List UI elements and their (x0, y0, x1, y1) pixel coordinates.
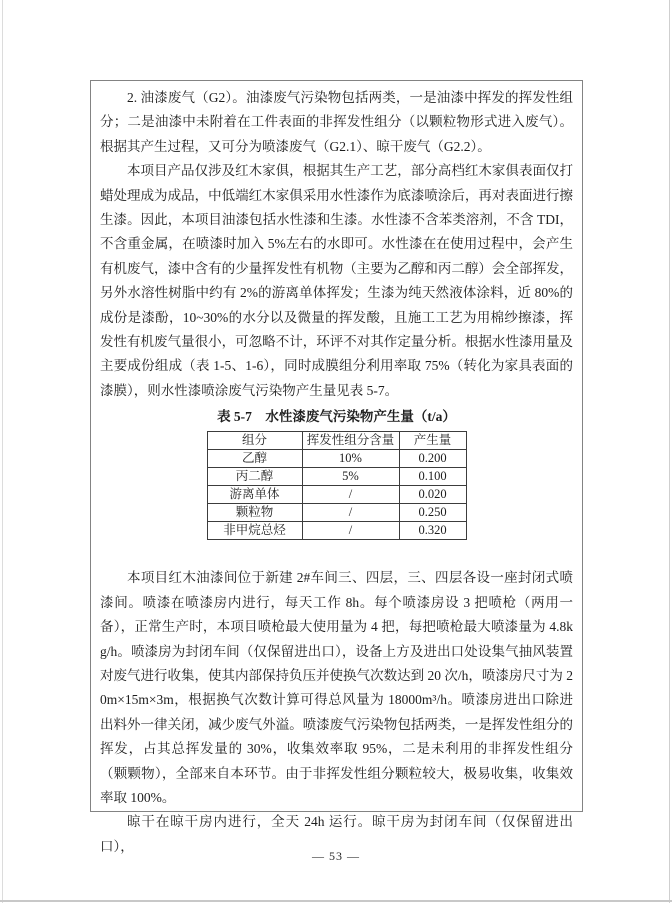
table-header-row (207, 432, 466, 450)
paragraph-paint-waste-gas-intro: 2. 油漆废气（G2）。油漆废气污染物包括两类，一是油漆中挥发的挥发性组分；二是油漆中未附着在工件表面的非挥发性组分（以颗粒物形式进入废气）。根据其产生过程，又可分为喷漆废气（G2.1）、晾干废气（G2.2）。 (100, 90, 573, 154)
text-frame (90, 80, 583, 854)
table-header-production-amount: 产生量 (399, 432, 466, 450)
table-header-volatile-content: 挥发性组分含量 (302, 432, 399, 450)
table-row (207, 522, 466, 540)
page-right-edge (669, 0, 670, 903)
page-number: — 53 — (312, 849, 360, 863)
cell-volatile-content: 10% (302, 450, 399, 468)
cell-component: 颗粒物 (207, 504, 302, 522)
page-left-edge (2, 0, 3, 903)
cell-production-amount: 0.250 (399, 504, 466, 522)
paragraph-drying-room: 晾干在晾干房内进行，全天 24h 运行。晾干房为封闭车间（仅保留进出口）， (100, 814, 573, 854)
cell-volatile-content: / (302, 504, 399, 522)
cell-component: 非甲烷总烃 (207, 522, 302, 540)
page-bottom-edge (0, 900, 672, 902)
pollutant-production-table (207, 431, 467, 540)
cell-volatile-content: 5% (302, 468, 399, 486)
cell-production-amount: 0.320 (399, 522, 466, 540)
cell-production-amount: 0.020 (399, 486, 466, 504)
table-row (207, 450, 466, 468)
table-row (207, 504, 466, 522)
paragraph-spray-booth-description: 本项目红木油漆间位于新建 2#车间三、四层，三、四层各设一座封闭式喷漆间。喷漆在喷漆房内进行，每天工作 8h。每个喷漆房设 3 把喷枪（两用一备），正常生产时，本项目喷枪最大使用量为 4 把，每把喷枪最大喷漆量为 4.8kg/h。喷漆房为封闭车间（仅保留进出口），设备上方及进出口处设集气抽风装置对废气进行收集，使其内部保持负压并使换气次数达到 20 次/h，喷漆房尺寸为 20m×15m×3m，根据换气次数计算可得总风量为 18000m³/h。喷漆房进出口除进出料外一律关闭，减少废气外溢。喷漆废气污染物包括两类，一是挥发性组分的挥发，占其总挥发量的 30%，收集效率取 95%，二是未利用的非挥发性组分（颗颗物），全部来自本环节。由于非挥发性组分颗粒较大，极易收集，收集效率取 100%。 (100, 570, 573, 805)
cell-production-amount: 0.100 (399, 468, 466, 486)
table-row (207, 468, 466, 486)
table-header-component: 组分 (207, 432, 302, 450)
cell-component: 乙醇 (207, 450, 302, 468)
cell-volatile-content: / (302, 522, 399, 540)
cell-component: 游离单体 (207, 486, 302, 504)
cell-production-amount: 0.200 (399, 450, 466, 468)
paragraph-waterborne-paint-analysis: 本项目产品仅涉及红木家俱，根据其生产工艺，部分高档红木家俱表面仅打蜡处理成为成品，中低端红木家俱采用水性漆作为底漆喷涂后，再对表面进行擦生漆。因此，本项目油漆包括水性漆和生漆。水性漆不含苯类溶剂，不含 TDI，不含重金属，在喷漆时加入 5%左右的水即可。水性漆在在使用过程中，会产生有机废气，漆中含有的少量挥发性有机物（主要为乙醇和丙二醇）会全部挥发，另外水溶性树脂中约有 2%的游离单体挥发；生漆为纯天然液体涂料，近 80%的成份是漆酚，10~30%的水分以及微量的挥发酸，且施工工艺为用棉纱擦漆，挥发性有机废气量很小，可忽略不计，环评不对其作定量分析。根据水性漆用量及主要成份组成（表 1-5、1-6），同时成膜组分利用率取 75%（转化为家具表面的漆膜），则水性漆喷涂废气污染物产生量见表 5-7。 (100, 163, 573, 398)
table-row (207, 486, 466, 504)
cell-component: 丙二醇 (207, 468, 302, 486)
table-title: 表 5-7 水性漆废气污染物产生量（t/a） (217, 409, 456, 425)
cell-volatile-content: / (302, 486, 399, 504)
